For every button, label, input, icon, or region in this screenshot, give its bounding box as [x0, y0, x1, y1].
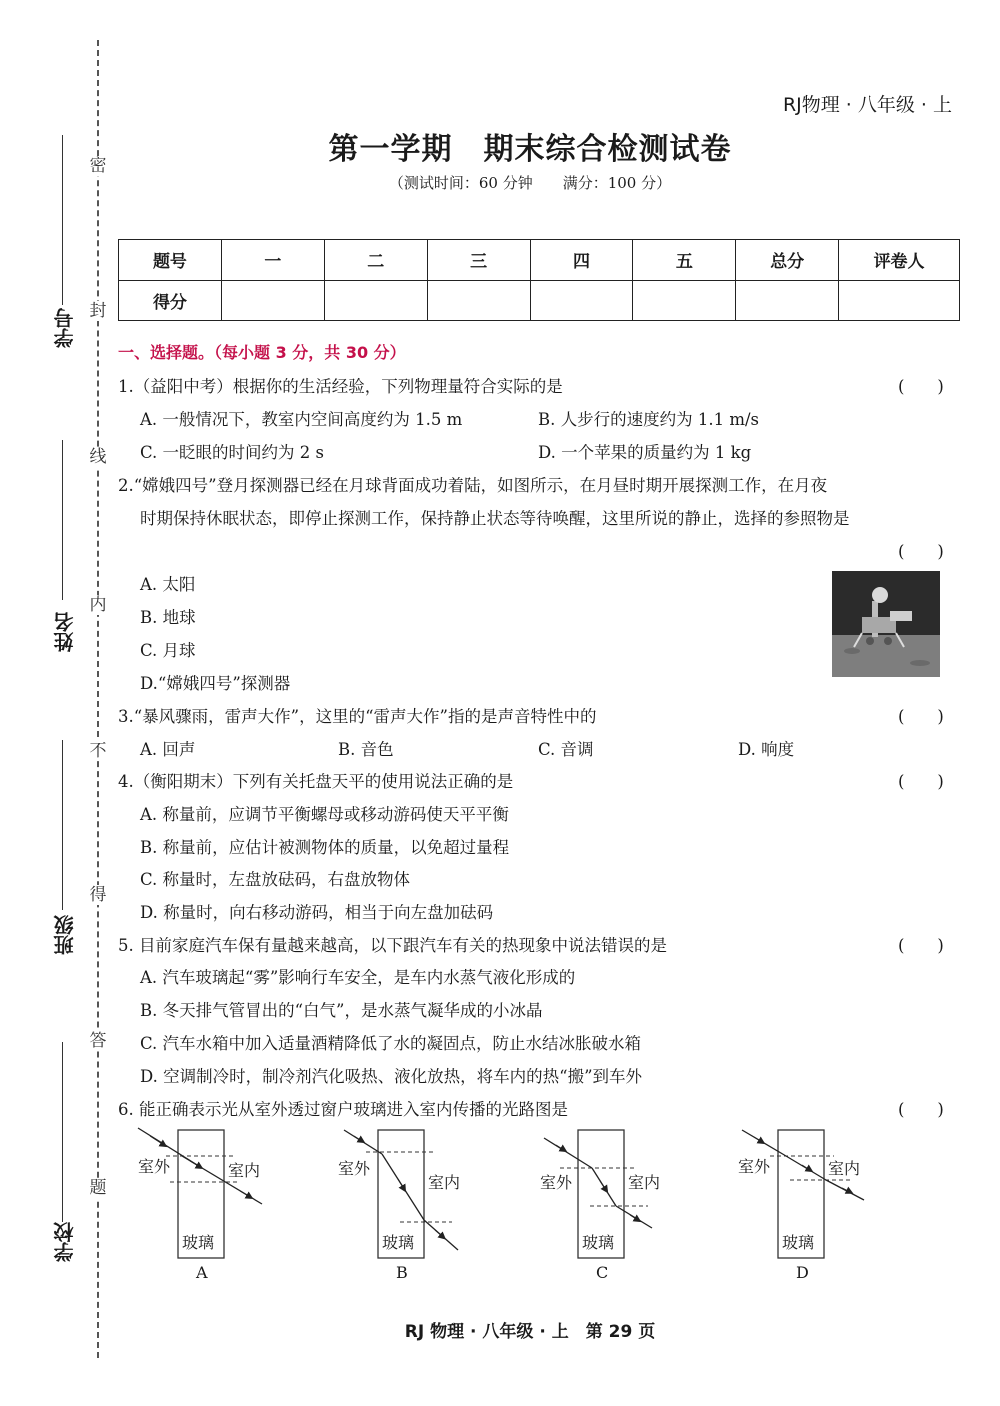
question-1-option-d: D. 一个苹果的质量约为 1 kg: [538, 443, 752, 462]
question-5-option-d: D. 空调制冷时，制冷剂汽化吸热、液化放热，将车内的热“搬”到车外: [140, 1067, 643, 1086]
score-header-cell: 总分: [736, 240, 839, 281]
school-line[interactable]: [62, 1042, 63, 1222]
school-label: 学校: [53, 1222, 77, 1262]
diagram-label-glass: 玻璃: [382, 1233, 415, 1252]
seal-char: 线: [89, 447, 107, 467]
score-cell[interactable]: [839, 280, 960, 321]
seal-char: 内: [89, 595, 107, 615]
question-5-option-a: A. 汽车玻璃起“雾”影响行车安全，是车内水蒸气液化形成的: [140, 968, 576, 987]
question-5-option-c: C. 汽车水箱中加入适量酒精降低了水的凝固点，防止水结冰胀破水箱: [140, 1034, 642, 1053]
question-5-stem: 5. 目前家庭汽车保有量越来越高，以下跟汽车有关的热现象中说法错误的是: [118, 936, 667, 955]
question-2-option-b: B. 地球: [140, 608, 196, 627]
diagram-label-outdoor: 室外: [138, 1157, 171, 1176]
page-footer: RJ 物理 · 八年级 · 上 第 29 页: [404, 1322, 656, 1342]
diagram-label-outdoor: 室外: [338, 1159, 371, 1178]
score-row-label: 得分: [119, 280, 222, 321]
answer-blank[interactable]: ( ): [898, 707, 944, 726]
score-table-score-row: [119, 280, 960, 321]
diagram-option-label: A: [196, 1263, 208, 1282]
diagram-label-outdoor: 室外: [738, 1157, 771, 1176]
seal-char: 封: [89, 301, 107, 321]
diagram-label-indoor: 室内: [228, 1161, 261, 1180]
diagram-label-glass: 玻璃: [782, 1233, 815, 1252]
seal-char: 题: [89, 1178, 107, 1198]
score-header-cell: 评卷人: [839, 240, 960, 281]
question-1-option-c: C. 一眨眼的时间约为 2 s: [140, 443, 324, 462]
question-4-option-d: D. 称量时，向右移动游码，相当于向左盘加砝码: [140, 903, 494, 922]
question-1-option-b: B. 人步行的速度约为 1.1 m/s: [538, 410, 760, 429]
score-header-cell: 一: [221, 240, 324, 281]
score-cell[interactable]: [736, 280, 839, 321]
question-2-option-a: A. 太阳: [140, 575, 196, 594]
seal-char: 得: [89, 885, 107, 905]
score-cell[interactable]: [427, 280, 530, 321]
binding-dashed-line: [97, 40, 99, 1358]
diagram-label-outdoor: 室外: [540, 1173, 573, 1192]
section-title: 一、选择题。（每小题 3 分，共 30 分）: [118, 343, 406, 362]
seal-char: 不: [89, 741, 107, 761]
question-6-stem: 6. 能正确表示光从室外透过窗户玻璃进入室内传播的光路图是: [118, 1100, 568, 1119]
light-path-diagram-d[interactable]: [730, 1124, 910, 1289]
question-2-stem-cont: 时期保持休眠状态，即停止探测工作，保持静止状态等待唤醒，这里所说的静止，选择的参照物是: [140, 509, 850, 528]
diagram-label-glass: 玻璃: [182, 1233, 215, 1252]
seal-char: 密: [89, 156, 107, 176]
class-label: 班级: [53, 915, 77, 955]
score-header-cell: 题号: [119, 240, 222, 281]
score-table: [118, 239, 960, 321]
question-3-option-b: B. 音色: [338, 740, 394, 759]
score-header-cell: 五: [633, 240, 736, 281]
lunar-lander-image: [832, 571, 940, 677]
score-table-header-row: [119, 240, 960, 281]
question-4-option-c: C. 称量时，左盘放砝码，右盘放物体: [140, 870, 411, 889]
question-1-option-a: A. 一般情况下，教室内空间高度约为 1.5 m: [140, 410, 463, 429]
diagram-label-indoor: 室内: [828, 1159, 861, 1178]
question-3-option-a: A. 回声: [140, 740, 196, 759]
diagram-option-label: D: [796, 1263, 809, 1282]
question-3-stem: 3.“暴风骤雨，雷声大作”，这里的“雷声大作”指的是声音特性中的: [118, 707, 597, 726]
name-label: 姓名: [53, 612, 77, 652]
answer-blank[interactable]: ( ): [898, 542, 944, 561]
page-subtitle: （测试时间：60 分钟 满分：100 分）: [388, 174, 672, 192]
diagram-label-indoor: 室内: [628, 1173, 661, 1192]
light-path-diagram-b[interactable]: [330, 1124, 510, 1289]
question-3-option-d: D. 响度: [738, 740, 795, 759]
question-4-option-b: B. 称量前，应估计被测物体的质量，以免超过量程: [140, 838, 510, 857]
page-title: 第一学期 期末综合检测试卷: [328, 132, 732, 167]
answer-blank[interactable]: ( ): [898, 936, 944, 955]
student-id-label: 学号: [53, 308, 77, 348]
question-1-stem: 1.（益阳中考）根据你的生活经验，下列物理量符合实际的是: [118, 377, 563, 396]
question-5-option-b: B. 冬天排气管冒出的“白气”，是水蒸气凝华成的小冰晶: [140, 1001, 543, 1020]
answer-blank[interactable]: ( ): [898, 772, 944, 791]
question-4-stem: 4.（衡阳期末）下列有关托盘天平的使用说法正确的是: [118, 772, 514, 791]
name-line[interactable]: [62, 440, 63, 600]
light-path-diagram-c[interactable]: [530, 1124, 710, 1289]
class-line[interactable]: [62, 740, 63, 910]
series-label: RJ物理 · 八年级 · 上: [782, 94, 952, 116]
diagram-option-label: C: [596, 1263, 609, 1282]
score-header-cell: 四: [530, 240, 633, 281]
seal-char: 答: [89, 1031, 107, 1051]
score-cell[interactable]: [633, 280, 736, 321]
score-header-cell: 二: [324, 240, 427, 281]
score-header-cell: 三: [427, 240, 530, 281]
score-cell[interactable]: [324, 280, 427, 321]
answer-blank[interactable]: ( ): [898, 377, 944, 396]
diagram-label-indoor: 室内: [428, 1173, 461, 1192]
question-4-option-a: A. 称量前，应调节平衡螺母或移动游码使天平平衡: [140, 805, 509, 824]
diagram-label-glass: 玻璃: [582, 1233, 615, 1252]
question-2-option-c: C. 月球: [140, 641, 196, 660]
light-path-diagram-a[interactable]: [130, 1124, 310, 1289]
question-3-option-c: C. 音调: [538, 740, 594, 759]
diagram-option-label: B: [396, 1263, 408, 1282]
score-cell[interactable]: [221, 280, 324, 321]
score-cell[interactable]: [530, 280, 633, 321]
answer-blank[interactable]: ( ): [898, 1100, 944, 1119]
question-2-option-d: D.“嫦娥四号”探测器: [140, 674, 291, 693]
question-2-stem: 2.“嫦娥四号”登月探测器已经在月球背面成功着陆，如图所示，在月昼时期开展探测工作，在月夜: [118, 476, 828, 495]
